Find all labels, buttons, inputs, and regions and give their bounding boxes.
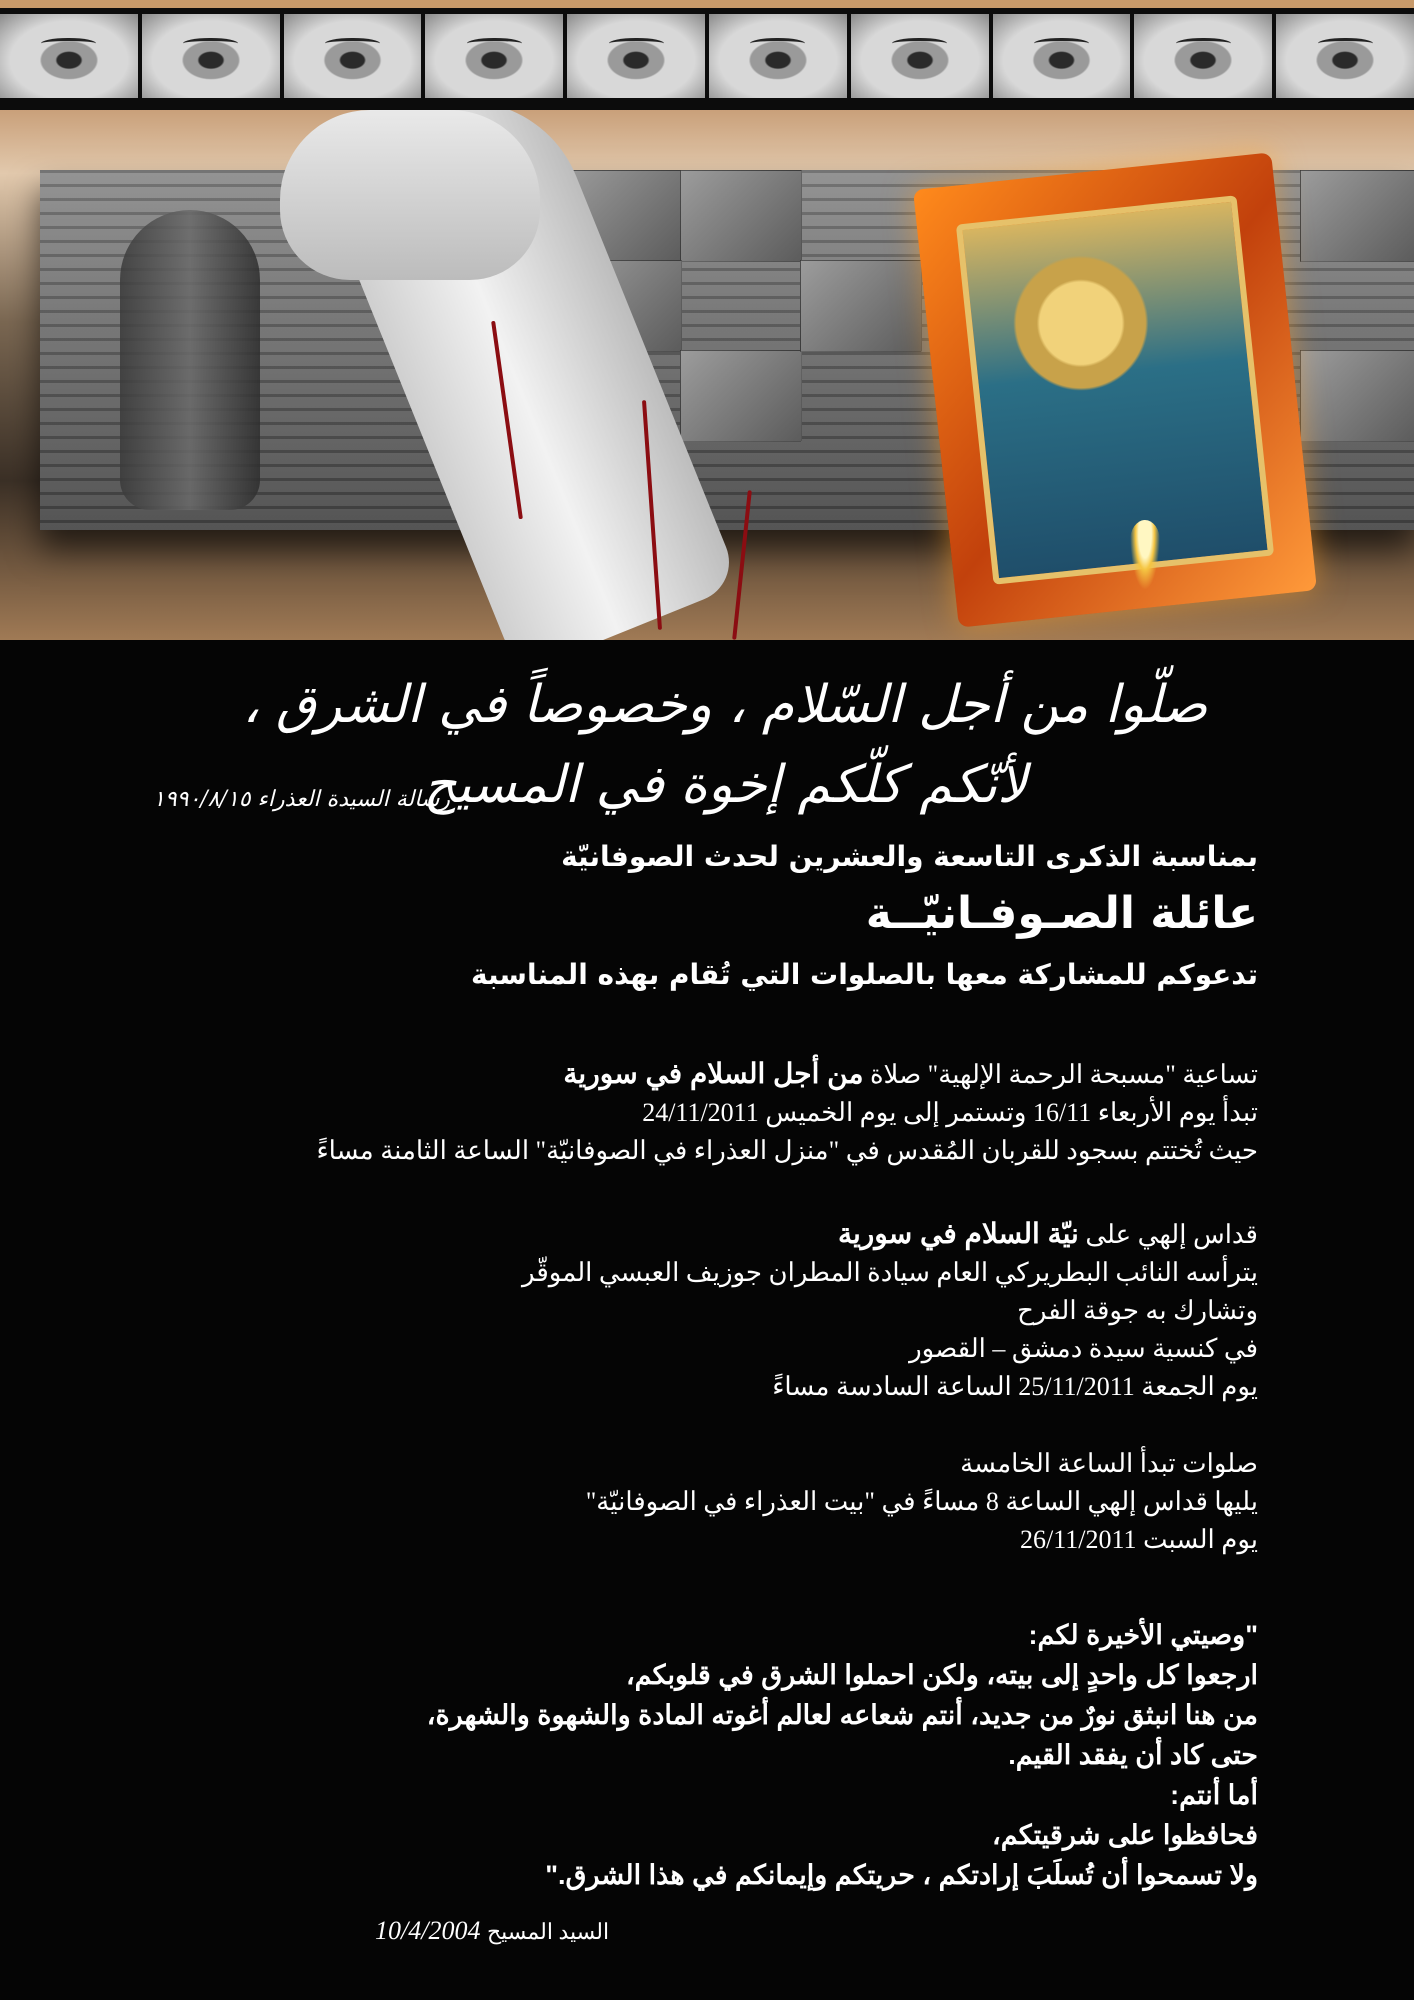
quote-source: رسالة السيدة العذراء ١٩٩٠/٨/١٥ xyxy=(153,787,450,812)
novena-dates: تبدأ يوم الأربعاء 16/11 وتستمر إلى يوم الخميس 24/11/2011 xyxy=(642,1098,1258,1127)
eye-photo xyxy=(993,14,1131,98)
novena-closing: حيث تُختتم بسجود للقربان المُقدس في "منزل العذراء في الصوفانيّة" الساعة الثامنة مساءً xyxy=(316,1136,1258,1165)
mass-title-plain: قداس إلهي على xyxy=(1085,1220,1258,1249)
novena-section xyxy=(258,1055,1258,1170)
family-name: عائلة الصـوفـانيّــة xyxy=(865,888,1258,939)
photo-tile xyxy=(680,350,802,442)
final-message xyxy=(258,1615,1258,1895)
prayers-section xyxy=(258,1445,1258,1559)
eye-photo xyxy=(709,14,847,98)
eye-photo xyxy=(425,14,563,98)
mass-title-bold: نيّة السلام في سورية xyxy=(837,1218,1079,1249)
signature xyxy=(375,1916,775,1946)
eye-photo xyxy=(1134,14,1272,98)
eye-photo xyxy=(1276,14,1414,98)
icon-painting xyxy=(956,195,1274,584)
signature-date: 10/4/2004 xyxy=(375,1916,481,1945)
message-line: "وصيتي الأخيرة لكم: xyxy=(1028,1620,1258,1650)
photo-tile xyxy=(1300,170,1414,262)
hero-image xyxy=(0,110,1414,640)
invitation-line: تدعوكم للمشاركة معها بالصلوات التي تُقام بهذه المناسبة xyxy=(471,958,1258,991)
mass-celebrant: يترأسه النائب البطريركي العام سيادة المطران جوزيف العبسي الموقّر xyxy=(522,1258,1258,1287)
photo-tile xyxy=(800,260,922,352)
prayers-start: صلوات تبدأ الساعة الخامسة xyxy=(960,1449,1258,1478)
mass-choir: وتشارك به جوقة الفرح xyxy=(1017,1296,1258,1325)
eye-photo xyxy=(851,14,989,98)
mass-section xyxy=(258,1215,1258,1406)
novena-title-plain: تساعية "مسبحة الرحمة الإلهية" صلاة xyxy=(869,1060,1258,1089)
eye-photo xyxy=(0,14,138,98)
prayers-mass: يليها قداس إلهي الساعة 8 مساءً في "بيت العذراء في الصوفانيّة" xyxy=(585,1487,1258,1516)
message-line: ارجعوا كل واحدٍ إلى بيته، ولكن احملوا الشرق في قلوبكم، xyxy=(625,1660,1258,1690)
message-line: حتى كاد أن يفقد القيم. xyxy=(1008,1740,1258,1770)
message-line: أما أنتم: xyxy=(1170,1780,1258,1810)
mass-datetime: يوم الجمعة 25/11/2011 الساعة السادسة مساءً xyxy=(772,1372,1258,1401)
message-line: من هنا انبثق نورٌ من جديد، أنتم شعاعه لعالم أغوته المادة والشهوة والشهرة، xyxy=(426,1700,1258,1730)
mass-location: في كنسية سيدة دمشق – القصور xyxy=(909,1334,1258,1363)
prayers-date: يوم السبت 26/11/2011 xyxy=(1019,1525,1258,1554)
header-quote: صلّوا من أجل السّلام ، وخصوصاً في الشرق ، لأنّكم كلّكم إخوة في المسيح xyxy=(242,675,1208,815)
eye-photo xyxy=(567,14,705,98)
novena-title-bold: من أجل السلام في سورية xyxy=(563,1058,864,1089)
raised-fist xyxy=(280,110,540,280)
nailed-hand xyxy=(120,210,260,510)
signature-name: السيد المسيح xyxy=(486,1919,610,1944)
photo-tile xyxy=(680,170,802,262)
mass-title xyxy=(258,1215,1258,1254)
virgin-mary-icon xyxy=(913,152,1317,627)
eye-photo xyxy=(142,14,280,98)
occasion-heading: بمناسبة الذكرى التاسعة والعشرين لحدث الصوفانيّة xyxy=(561,840,1258,873)
eyes-film-strip xyxy=(0,0,1414,110)
message-line: ولا تسمحوا أن تُسلَبَ إرادتكم ، حريتكم وإيمانكم في هذا الشرق." xyxy=(545,1860,1258,1890)
photo-tile xyxy=(1300,350,1414,442)
novena-title xyxy=(258,1055,1258,1094)
message-line: فحافظوا على شرقيتكم، xyxy=(992,1820,1258,1850)
eye-photo xyxy=(284,14,422,98)
